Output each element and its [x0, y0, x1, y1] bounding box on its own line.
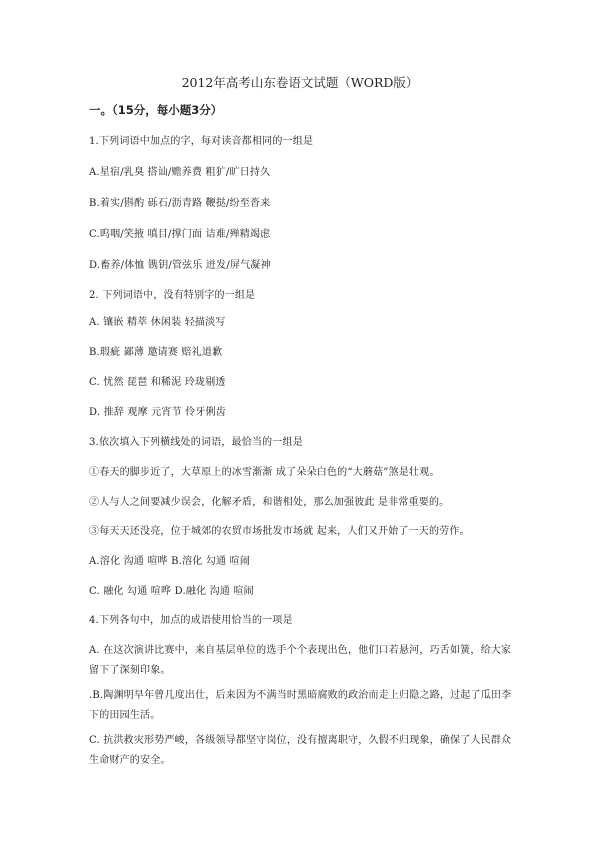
question-2-stem: 2. 下列词语中，没有特别字的一组是 — [89, 290, 256, 301]
question-4-option-c: C. 抗洪救灾形势严峻，各级领导都坚守岗位，没有擅离职守，久假不归现象，确保了人民群众生命财产的安全。 — [89, 735, 512, 766]
question-1-option-b: B.着实/斟酌 砾石/沥青路 鞭挞/纷至沓来 — [89, 198, 271, 209]
question-2-option-c: C. 忧然 琵琶 和稀泥 玲珑剔透 — [89, 377, 226, 388]
question-2-option-b: B.瑕疵 鄙薄 邀请赛 赔礼道歉 — [89, 347, 223, 358]
question-2-option-a: A. 镶嵌 精萃 休闲装 轻描淡写 — [89, 317, 226, 328]
question-3-sentence-1: ①春天的脚步近了，大草原上的冰雪渐渐 成了朵朵白色的“大蘑菇”煞是壮观。 — [89, 467, 440, 478]
question-3-stem: 3.依次填入下列横线处的词语，最恰当的一组是 — [89, 437, 303, 448]
question-1-option-d: D.畜养/体恤 镌钥/管弦乐 迸发/屏气凝神 — [89, 260, 271, 271]
question-3-sentence-2: ②人与人之间要减少误会，化解矛盾，和谐相处，那么加强彼此 是非常重要的。 — [89, 497, 450, 508]
question-3-options-cd: C. 融化 勾通 喧哗 D.融化 沟通 喧闹 — [89, 586, 254, 597]
question-4-stem: 4.下列各句中，加点的成语使用恰当的一项是 — [89, 615, 293, 626]
question-2-option-d: D. 推辞 观摩 元宵节 伶牙俐齿 — [89, 407, 226, 418]
question-1-option-c: C.呜咽/笑掖 嗔目/撑门面 诘难/殚精竭虑 — [89, 229, 271, 240]
question-3-options-ab: A.溶化 沟通 喧哗 B.溶化 勾通 喧闹 — [89, 556, 251, 567]
document-title: 2012年高考山东卷语文试题（WORD版） — [181, 75, 419, 90]
section-heading: 一。（15分，每小题3分） — [89, 103, 223, 117]
question-4-option-a: A. 在这次演讲比赛中，来自基层单位的选手个个表现出色，他们口若悬河，巧舌如簧，给大家留下了深刻印象。 — [89, 645, 512, 676]
question-1-option-a: A.星宿/乳臭 搭讪/赡养费 粗犷/旷日持久 — [89, 167, 271, 178]
question-4-option-b: .B.陶渊明早年曾几度出仕，后来因为不满当时黑暗腐败的政治而走上归隐之路，过起了瓜田李下的田园生活。 — [89, 690, 512, 721]
question-1-stem: 1.下列词语中加点的字，每对读音都相同的一组是 — [89, 136, 314, 147]
question-3-sentence-3: ③每天天还没亮，位于城郊的农贸市场批发市场就 起来，人们又开始了一天的劳作。 — [89, 526, 470, 537]
